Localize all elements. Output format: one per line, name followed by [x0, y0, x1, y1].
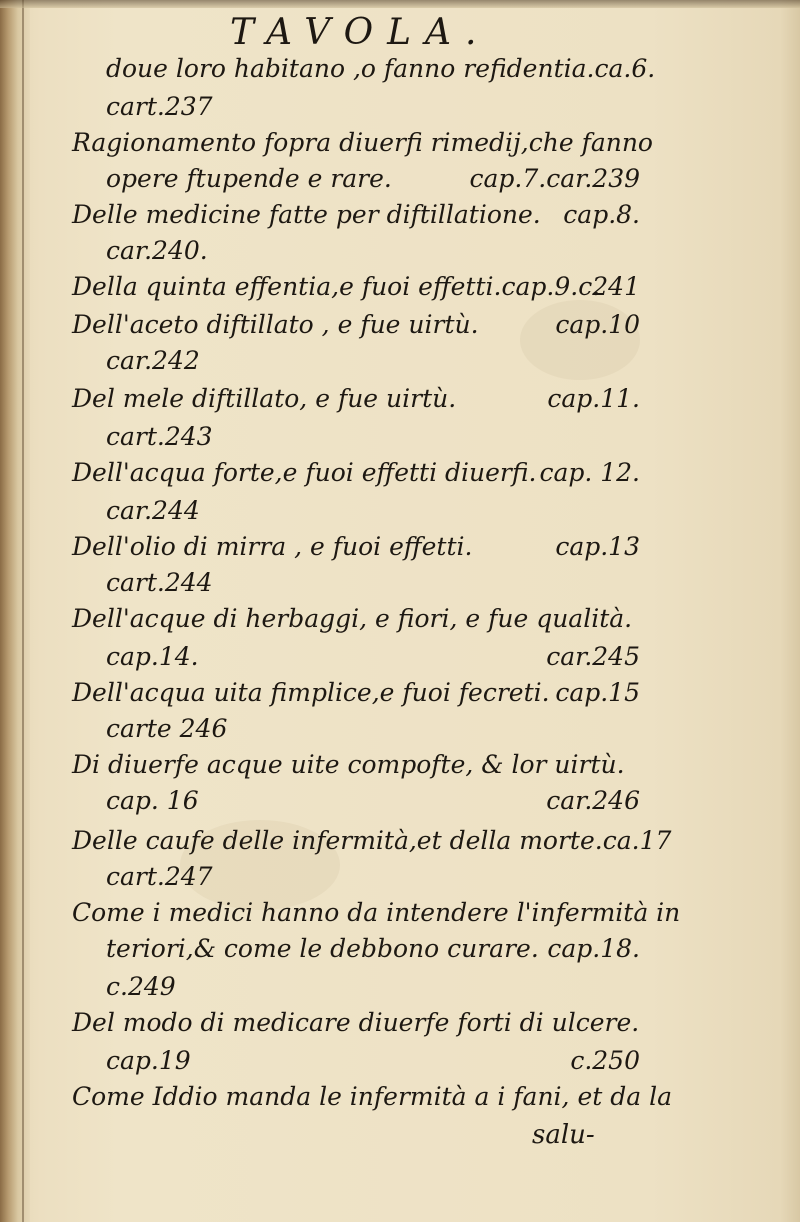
entry-line: Delle caufe delle infermità,et della morte.ca.17 [72, 826, 672, 855]
entry-reference: cap.7.car.239 [469, 164, 640, 193]
entry-line: doue loro habitano ,o fanno refidentia.ca.6. [106, 54, 656, 83]
entry-line: cart.244 [106, 568, 213, 597]
entry-line: Della quinta effentia,e fuoi effetti.cap.9.c. [72, 272, 601, 301]
entry-line: cap.19 [106, 1046, 191, 1075]
entry-line: opere ftupende e rare. [106, 164, 392, 193]
entry-reference: c.250 [570, 1046, 640, 1075]
entry-line: Dell'aceto diftillato , e fue uirtù. [72, 310, 479, 339]
entry-reference: car.246 [546, 786, 640, 815]
entry-reference: car.245 [546, 642, 640, 671]
entry-line: Del modo di medicare diuerfe forti di ulcere. [72, 1008, 640, 1037]
entry-line: Dell'acque di herbaggi, e fiori, e fue qualità. [72, 604, 633, 633]
running-head: TAVOLA. [230, 12, 491, 53]
entry-line: car.240. [106, 236, 208, 265]
entry-line: Come i medici hanno da intendere l'infermità in [72, 898, 681, 927]
entry-line: cap.14. [106, 642, 199, 671]
catchword: salu- [532, 1120, 595, 1150]
entry-reference: cap.11. [547, 384, 640, 413]
entry-line: cart.247 [106, 862, 213, 891]
entry-line: teriori,& come le debbono curare. [106, 934, 539, 963]
entry-line: carte 246 [106, 714, 228, 743]
entry-line: cart.243 [106, 422, 213, 451]
entry-line: Dell'acqua uita fimplice,e fuoi fecreti. [72, 678, 550, 707]
entry-line: Dell'acqua forte,e fuoi effetti diuerfi. [72, 458, 537, 487]
entry-line: Dell'olio di mirra , e fuoi effetti. [72, 532, 473, 561]
entry-line: Come Iddio manda le infermità a i fani, et da la [72, 1082, 672, 1111]
entry-reference: cap.13 [555, 532, 640, 561]
entry-reference: cap.10 [555, 310, 640, 339]
entry-line: cart.237 [106, 92, 213, 121]
entry-line: cap. 16 [106, 786, 199, 815]
entry-reference: 241 [592, 272, 640, 301]
entry-line: Di diuerfe acque uite compofte, & lor uirtù. [72, 750, 625, 779]
entry-line: car.244 [106, 496, 200, 525]
entry-line: Delle medicine fatte per diftillatione. [72, 200, 541, 229]
entry-line: car.242 [106, 346, 200, 375]
entry-line: c.249 [106, 972, 176, 1001]
entry-line: Ragionamento fopra diuerfi rimedij,che fanno [72, 128, 653, 157]
entry-line: Del mele diftillato, e fue uirtù. [72, 384, 457, 413]
entry-reference: cap.15 [555, 678, 640, 707]
entry-reference: cap.8. [563, 200, 640, 229]
entry-reference: cap.18. [547, 934, 640, 963]
entry-reference: cap. 12. [539, 458, 640, 487]
